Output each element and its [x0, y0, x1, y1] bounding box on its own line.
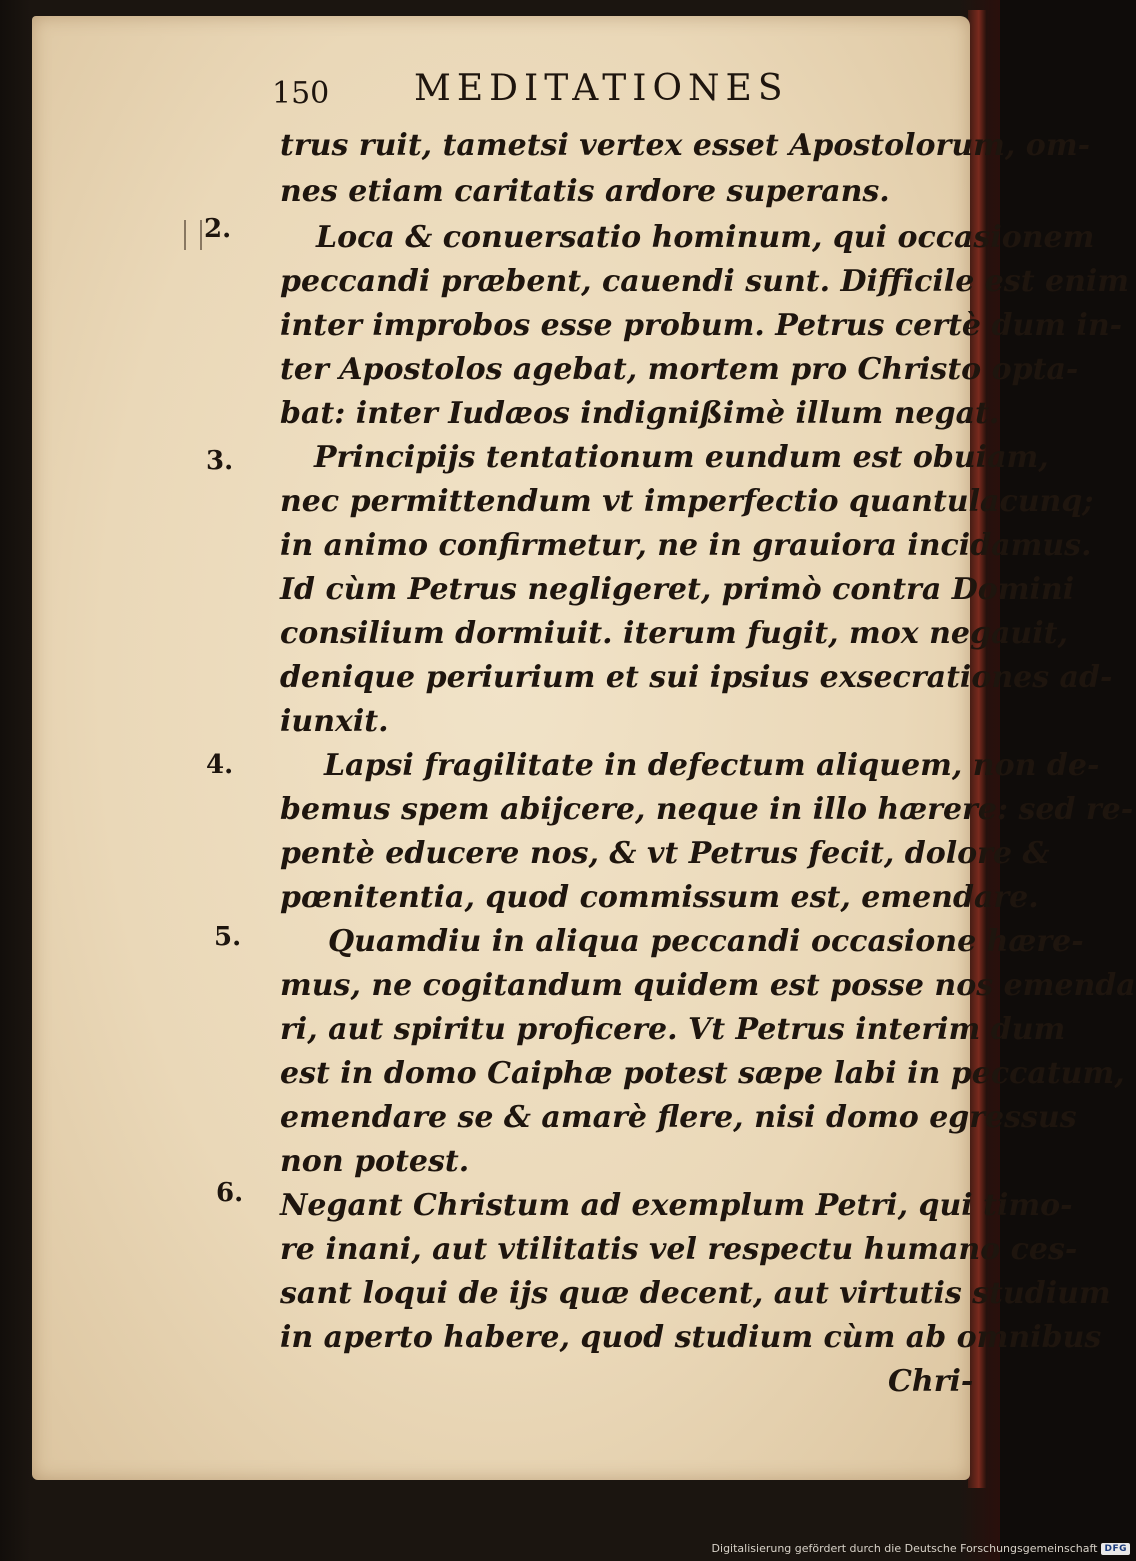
text-line: re inani, aut vtilitatis vel respectu humano ces- — [280, 1232, 1078, 1267]
text-line: Principijs tentationum eundum est obuiam, — [314, 440, 1049, 475]
text-line: Negant Christum ad exemplum Petri, qui timo- — [280, 1188, 1073, 1223]
margin-number-6: 6. — [216, 1178, 244, 1208]
text-line: iunxit. — [280, 704, 389, 739]
margin-number-3: 3. — [206, 446, 234, 476]
footer-text: Digitalisierung gefördert durch die Deutsche Forschungsgemeinschaft — [711, 1542, 1098, 1555]
text-line: non potest. — [280, 1144, 470, 1179]
margin-number-2: 2. — [204, 214, 232, 244]
footer-credit — [712, 1542, 1130, 1555]
text-line: Quamdiu in aliqua peccandi occasione hære- — [328, 924, 1084, 959]
text-line: in aperto habere, quod studium cùm ab omnibus — [280, 1320, 1102, 1355]
text-line: nes etiam caritatis ardore superans. — [280, 174, 890, 209]
margin-mark — [184, 220, 202, 250]
margin-number-4: 4. — [206, 750, 234, 780]
text-line: bat: inter Iudæos indignißimè illum negat. — [280, 396, 1000, 431]
text-line: bemus spem abijcere, neque in illo hærere: sed re- — [280, 792, 1134, 827]
text-line: emendare se & amarè flere, nisi domo egressus — [280, 1100, 1077, 1135]
text-line: peccandi præbent, cauendi sunt. Difficile est enim — [280, 264, 1130, 299]
catchword: Chri- — [888, 1364, 974, 1399]
text-line: trus ruit, tametsi vertex esset Apostolorum, om- — [280, 128, 1091, 163]
text-line: inter improbos esse probum. Petrus certè dum in- — [280, 308, 1123, 343]
text-line: ter Apostolos agebat, mortem pro Christo opta- — [280, 352, 1079, 387]
text-line: Lapsi fragilitate in defectum aliquem, non de- — [324, 748, 1100, 783]
text-line: Loca & conuersatio hominum, qui occasionem — [316, 220, 1095, 255]
text-line: consilium dormiuit. iterum fugit, mox negauit, — [280, 616, 1068, 651]
text-line: nec permittendum vt imperfectio quantulacunq; — [280, 484, 1094, 519]
margin-number-5: 5. — [214, 922, 242, 952]
page-number: 150 — [272, 76, 330, 111]
text-line: sant loqui de ijs quæ decent, aut virtutis studium — [280, 1276, 1111, 1311]
text-line: mus, ne cogitandum quidem est posse nos emenda — [280, 968, 1136, 1003]
running-title: MEDITATIONES — [414, 68, 789, 109]
text-line: in animo confirmetur, ne in grauiora incidamus. — [280, 528, 1092, 563]
text-line: pœnitentia, quod commissum est, emendare. — [280, 880, 1039, 915]
page-header — [272, 66, 872, 116]
text-line: ri, aut spiritu proficere. Vt Petrus interim dum — [280, 1012, 1066, 1047]
dfg-logo: DFG — [1101, 1543, 1130, 1555]
text-line: denique periurium et sui ipsius exsecrationes ad- — [280, 660, 1113, 695]
text-line: pentè educere nos, & vt Petrus fecit, dolore & — [280, 836, 1050, 871]
text-line: Id cùm Petrus negligeret, primò contra Domini — [280, 572, 1075, 607]
text-line: est in domo Caiphæ potest sæpe labi in peccatum, — [280, 1056, 1125, 1091]
